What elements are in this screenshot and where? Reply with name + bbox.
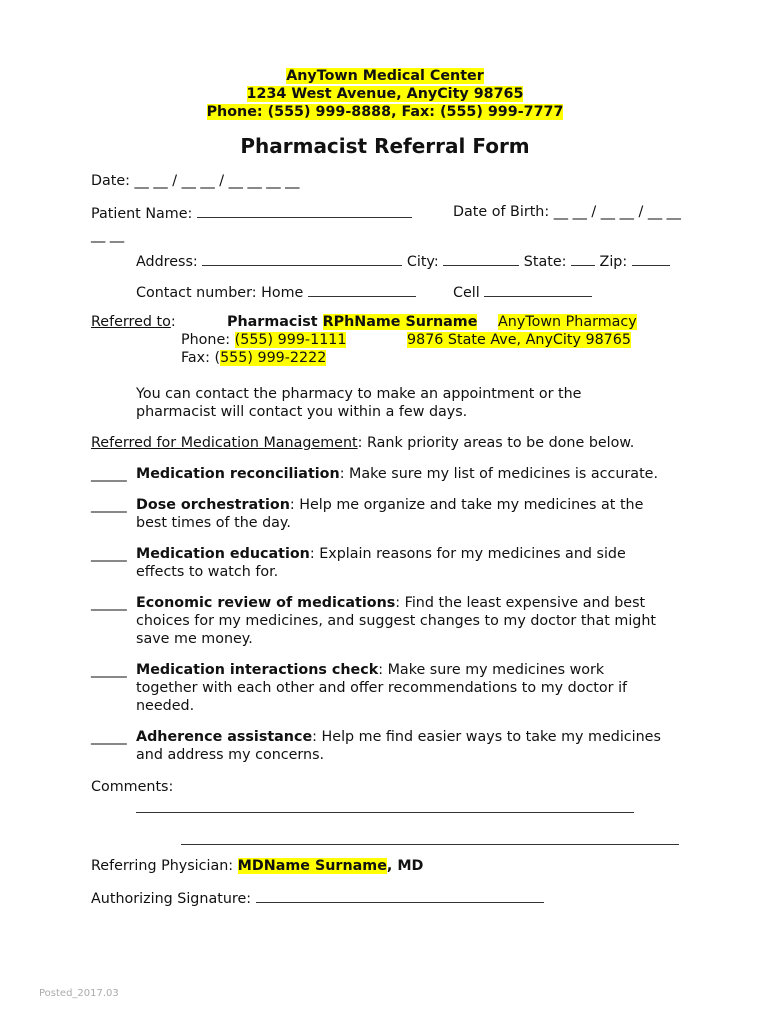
dob-field-wrap: __ __ xyxy=(91,227,125,243)
priority-item-description: together with each other and offer recommendations to my doctor if xyxy=(136,680,628,696)
physician-name: MDName Surname xyxy=(237,858,387,874)
priority-item-description: needed. xyxy=(136,698,195,714)
date-field[interactable]: Date: __ __ / __ __ / __ __ __ __ xyxy=(91,173,300,189)
comments-line-2[interactable] xyxy=(181,844,679,845)
posted-footer: Posted_2017.03 xyxy=(39,988,119,999)
pharmacy-address: 9876 State Ave, AnyCity 98765 xyxy=(407,332,631,348)
priority-item-title: Medication education xyxy=(136,546,310,562)
priority-item-title: Adherence assistance xyxy=(136,729,313,745)
address-label: Address: xyxy=(136,254,198,270)
priority-item xyxy=(136,661,604,679)
priority-item-continued xyxy=(136,563,278,581)
priority-item xyxy=(136,465,658,483)
patient-name-field[interactable] xyxy=(197,203,412,218)
priority-item-description: and address my concerns. xyxy=(136,747,325,763)
signature-label: Authorizing Signature: xyxy=(91,891,252,907)
referral-form-page: AnyTown Medical Center 1234 West Avenue, AnyCity 98765 Phone: (555) 999-8888, Fax: (555) 999-7777 Pharmacist Referral Form Date: __ __ / __ __ / __ __ __ __ Patient Name: Date of Birth: __ __ / __ __ / __ __ __ __ Address: City: State: Zip: Contact number: Home Cell Referred to: Pharmacist RPhName Surname AnyTown Pharmacy Phone: (555) 999-1111 9876 State Ave, AnyCity 98765 Fax: (555) 999-2222 You can contact the pharmacy to make an appointment or the pharmacist will contact you within a few days. Referred for Medication Management: Rank priority areas to be done below. _____ Medication reconciliation: Make sure my list of medicines is accurate. _____ Dose orchestration: Help me organize and take my medicines at the best times of the day. _____ Medication education: Explain reasons for my medicines and side effects to watch for. _____ Economic review of medications: Find the least expensive and best choices for my medicines, and suggest changes to my doctor that might save me money. _____ Medication interactions check: Make sure my medicines work together with each other and offer recommendations to my doctor if needed. _____ Adherence assistance: Help me find easier ways to take my medicines and address my concerns. Comments: Referring Physician: MDName Surname, MD Authorizing Signature: Posted_2017.03 xyxy=(0,0,770,1024)
priority-item-description: : Find the least expensive and best xyxy=(395,595,646,611)
priority-item-description: best times of the day. xyxy=(136,515,291,531)
rank-field[interactable]: _____ xyxy=(91,729,127,745)
home-phone-label: Contact number: Home xyxy=(136,285,304,301)
referred-to-label: Referred to xyxy=(91,314,171,330)
priority-item-continued xyxy=(136,514,291,532)
priority-item-description: choices for my medicines, and suggest changes to my doctor that might xyxy=(136,613,657,629)
priority-item-continued xyxy=(136,630,253,648)
org-address: 1234 West Avenue, AnyCity 98765 xyxy=(246,86,524,102)
state-field[interactable] xyxy=(571,251,595,266)
priority-item-title: Medication reconciliation xyxy=(136,466,340,482)
org-contact: Phone: (555) 999-8888, Fax: (555) 999-7777 xyxy=(206,104,564,120)
priority-item-description: save me money. xyxy=(136,631,253,647)
priority-item-description: : Help me organize and take my medicines at the xyxy=(289,497,644,513)
contact-note-2: pharmacist will contact you within a few days. xyxy=(136,404,468,420)
rank-field[interactable]: _____ xyxy=(91,546,127,562)
physician-label: Referring Physician: xyxy=(91,858,234,874)
priority-item-continued xyxy=(136,679,627,697)
contact-note-1: You can contact the pharmacy to make an appointment or the xyxy=(136,386,582,402)
patient-name-label: Patient Name: xyxy=(91,206,193,222)
priority-item-description: : Make sure my list of medicines is accurate. xyxy=(339,466,659,482)
rank-field[interactable]: _____ xyxy=(91,497,127,513)
dob-field[interactable]: Date of Birth: __ __ / __ __ / __ __ xyxy=(453,204,681,220)
cell-label: Cell xyxy=(453,285,480,301)
state-label: State: xyxy=(523,254,567,270)
priority-item xyxy=(136,594,645,612)
pharmacist-name: RPhName Surname xyxy=(322,314,478,330)
address-field[interactable] xyxy=(202,251,402,266)
home-phone-field[interactable] xyxy=(308,282,416,297)
priority-item-description: : Make sure my medicines work xyxy=(378,662,605,678)
med-mgmt-label: Referred for Medication Management xyxy=(91,435,358,451)
rank-field[interactable]: _____ xyxy=(91,466,127,482)
priority-item-description: effects to watch for. xyxy=(136,564,279,580)
priority-item-title: Dose orchestration xyxy=(136,497,290,513)
city-label: City: xyxy=(406,254,439,270)
pharmacist-prefix: Pharmacist xyxy=(227,314,318,330)
priority-item xyxy=(136,545,626,563)
pharmacy-fax: 555) 999-2222 xyxy=(220,350,327,366)
rank-field[interactable]: _____ xyxy=(91,595,127,611)
comments-line-1[interactable] xyxy=(136,812,634,813)
priority-item-title: Medication interactions check xyxy=(136,662,379,678)
priority-item-continued xyxy=(136,697,194,715)
priority-item-description: : Help me find easier ways to take my medicines xyxy=(312,729,661,745)
priority-item-title: Economic review of medications xyxy=(136,595,396,611)
cell-field[interactable] xyxy=(484,282,592,297)
page-title: Pharmacist Referral Form xyxy=(240,134,530,158)
priority-item xyxy=(136,728,661,746)
city-field[interactable] xyxy=(443,251,519,266)
signature-field[interactable] xyxy=(256,888,544,903)
pharmacy-phone: (555) 999-1111 xyxy=(234,332,347,348)
med-mgmt-instruction: : Rank priority areas to be done below. xyxy=(357,435,635,451)
priority-item-continued xyxy=(136,612,656,630)
priority-item-continued xyxy=(136,746,324,764)
org-name: AnyTown Medical Center xyxy=(286,68,484,84)
pharmacy-name: AnyTown Pharmacy xyxy=(498,314,637,330)
comments-label: Comments: xyxy=(91,779,174,795)
priority-item xyxy=(136,496,643,514)
rank-field[interactable]: _____ xyxy=(91,662,127,678)
zip-label: Zip: xyxy=(599,254,628,270)
priority-item-description: : Explain reasons for my medicines and side xyxy=(309,546,626,562)
zip-field[interactable] xyxy=(632,251,670,266)
